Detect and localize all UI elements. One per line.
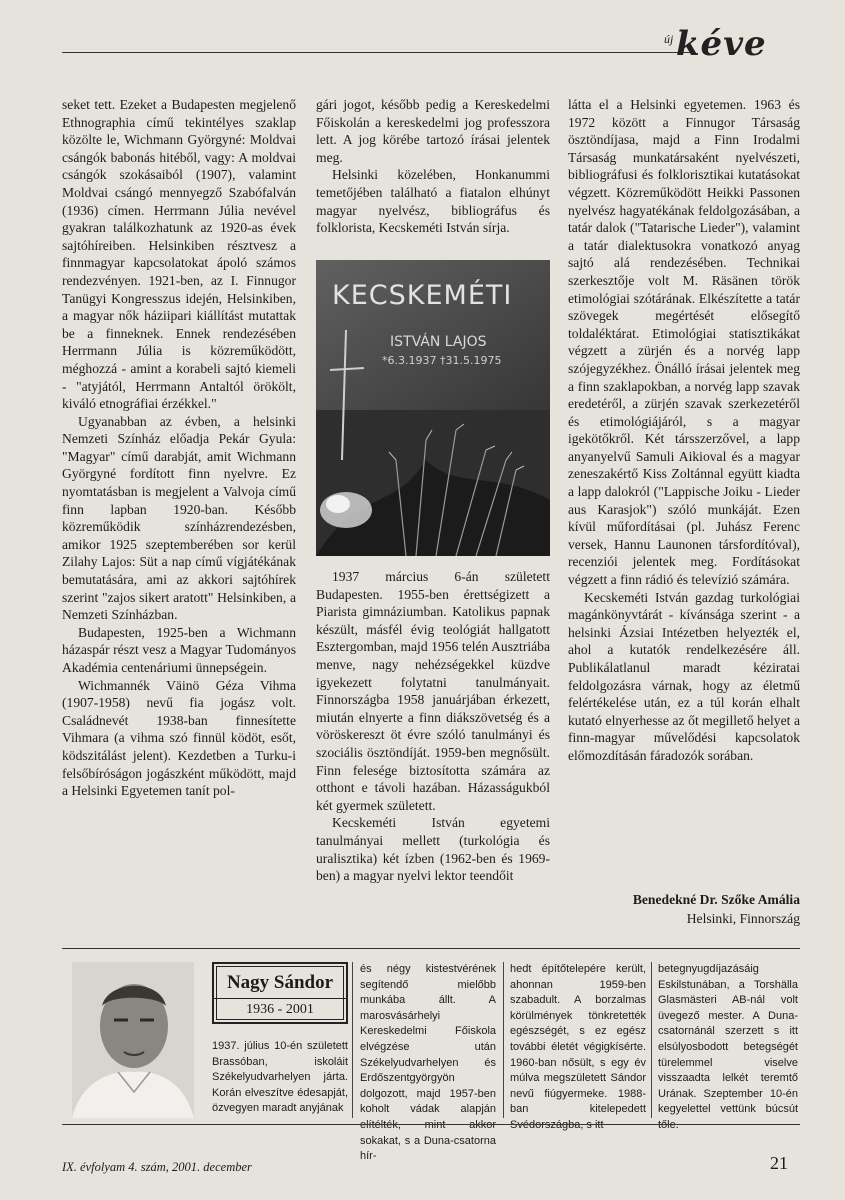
gravestone-photo [316,260,550,556]
obituary-text: hedt építőtelepére került, ahonnan 1959-ben szabadult. A borzalmas körülmények tönkretették egészségét, s ez egész további életét végigkísérte. 1960-ban nősült, s egy év múlva megszületett Sándor nevű fiúgyermeke. 1988-ban kitelepedett Svédországba, s itt [510,963,646,1131]
gravestone-surname: KECSKEMÉTI [332,280,513,311]
article-column-2 [316,96,550,237]
obituary-text: és négy kistestvérének segítendő mielőbb munkába állt. A marosvásárhelyi Kereskedelmi Főiskola elvégzése után Székelyudvarhelyen és Erdőszentgyörgyön dolgozott, majd 1957-ben koholt vádak alapján elítélték, mint akkor sokakat, s a Duna-csatorna hír- [360,963,496,1163]
article-column-1 [62,96,296,800]
paragraph: Budapesten, 1925-ben a Wichmann házaspár részt vesz a Magyar Tudományos Akadémia centenáriumi ünnepségein. [62,624,296,675]
obituary-bottom-rule [62,1124,800,1125]
obituary-text: 1937. július 10-én született Brassóban, iskoláit Székelyudvarhelyen járta. Korán elveszítve édesapját, özvegyen maradt anyjának [212,1040,348,1115]
obituary-years: 1936 - 2001 [214,998,346,1018]
column-divider [352,962,353,1118]
obituary-name-box [212,962,348,1024]
obituary-text: betegnyugdíjazásáig Eskilstunában, a Torshälla Glasmästeri AB-nál volt üvegező mester. A Duna-csatornánál szerzett s itt elsúlyosbodott betegségét türelemmel viselve visszaadta lelkét teremtő Urának. Szeptember 10-én kegyelettel vettünk búcsút tőle. [658,963,798,1131]
masthead-small: új [664,32,674,46]
obituary-name: Nagy Sándor [226,972,334,993]
paragraph: Ugyanabban az évben, a helsinki Nemzeti Színház előadja Pekár Gyula: "Magyar" című darabját, amit Wichmann Györgyné fordított finn nyelvre. Ez nyomtatásban is megjelent a Valvoja című finn lapban 1920-ban. Később közreműködik színházrendezésben, amikor 1925 szeptemberében sor kerül Zilahy Lajos: Süt a nap című vígjátékának bemutatására, ami az akkori sajtóhírek szerint "zajos sikert aratott" Helsinkiben, a Nemzeti Színházban. [62,413,296,623]
portrait-photo [72,962,194,1118]
paragraph: seket tett. Ezeket a Budapesten megjelenő Ethnographia című tekintélyes szaklap közölte le, Wichmann Györgyné: Moldvai csángók babonás hitéből, vagy: A moldvai csángók szokásaiból (1907), valamint Moldvai csángó mennyegző Szabófalván (1936) címen. Herrmann Júlia nevével gyakran találkozhatunk az 1920-as évek sajtóhíreiben. Helsinkiben résztvesz a finnmagyar kapcsolatokat ápoló számos rendezvényen. 1921-ben, az I. Finnugor Tanügyi Kongresszus idején, Helsinkiben, a magyar nők háziipari kiállítást mutattak be a finneknek. Ennek rendezésében Herrmann Júlia is közreműködött, méghozzá - amint a korabeli sajtó kiemeli - "atyjától, Herrmann Antaltól örökölt, kiváló etnográfiai érzékkel." [62,97,296,412]
author-signature [568,890,800,928]
page-number: 21 [770,1153,788,1173]
paragraph: Helsinki közelében, Honkanummi temetőjében található a fiatalon elhúnyt magyar nyelvész, bibliográfus és folklorista, Kecskeméti István sírja. [316,167,550,236]
obituary-column-2 [360,962,496,1165]
paragraph: látta el a Helsinki egyetemen. 1963 és 1972 között a Finnugor Társaság ösztöndíjasa, majd a Finn Irodalmi Társaság munkatársaként nyelvészeti, bibliográfusi és folklorisztikai kutatásokat végzett. Közreműködött Heikki Passonen nyelvész hagyatékának feldolgozásában, a tatár dalok ("Tatarische Lieder"), valamint a tatár dialektusokra vonatkozó anyag sajtó alá rendezésében. Technikai szerkesztője volt M. Räsänen török etimológiai szótárának. Elkészítette a tatár szövegek megértését elősegítő toldaléktárat. Etimológiai statisztikákat végzett a zürjén és a norvég lapp szójegyzékhez. Önálló írásai jelentek meg a finn szaklapokban, a norvég lapp szavak eredetéről, a zürjén szavak szerkezetéről és etimológiájáról, s a magyar igekötőkről. Két társszerzővel, a lapp anyanyelvű Samuli Aikioval és a magyar zeneszakértő Kiss Zoltánnal együtt kiadta a lapp dalokról ("Lappische Joiku - Lieder aus Karasjok") szóló munkáját. Ezen kívül műfordításai (pl. Juhász Ferenc versek, Hannu Launonen társfordítóval), recenziói jelentek meg. Fordításokat végzett a finn rádió és televízió számára. [568,97,800,588]
column-divider [651,962,652,1118]
gravestone-dates: *6.3.1937 †31.5.1975 [382,354,502,367]
obituary-column-3 [510,962,646,1134]
column-divider [503,962,504,1118]
gravestone-given-names: ISTVÁN LAJOS [390,334,487,350]
article-column-2-continued [316,568,550,885]
issue-info: IX. évfolyam 4. szám, 2001. december [62,1160,252,1174]
masthead-logo [664,24,794,72]
author-location: Helsinki, Finnország [686,911,800,926]
author-name: Benedekné Dr. Szőke Amália [632,892,800,907]
obituary-column-1 [212,1039,348,1117]
paragraph: Wichmannék Väinö Géza Vihma (1907-1958) nevű fia jogász volt. Családnevét 1938-ban finnesítette Vihmara (a vihma szó finnül ködöt, esőt, ködszitálást jelent). Kezdetben a Turku-i felsőbíróságon jogászként működött, majd a Helsinki Egyetemen tanít pol- [62,677,296,799]
paragraph: gári jogot, később pedig a Kereskedelmi Főiskolán a kereskedelmi jog professzora lett. A jog körébe tartozó írásai jelentek meg. [316,97,550,165]
paragraph: Kecskeméti István egyetemi tanulmányai mellett (turkológia és uralisztika) két ízben (1962-ben és 1969-ben) a magyar nyelvi lektor teendőit [316,815,550,884]
header-rule [62,52,692,53]
paragraph: Kecskeméti István gazdag turkológiai magánkönyvtárát - kívánsága szerint - a helsinki Ázsiai Intézetben helyezték el, ahol a kutatók rendelkezésére áll. Publikálatlanul maradt kéziratai feldolgozásra várnak, hogy az életmű felértékelése után, ez a túl korán elhalt kutató elnyerhesse az őt megillető helyet a finn-magyar művelődési kapcsolatok előmozdításán fáradozók sorában. [568,589,800,763]
article-column-3 [568,96,800,765]
obituary-column-4 [658,962,798,1134]
masthead-title: kéve [676,24,767,64]
paragraph: 1937 március 6-án született Budapesten. 1955-ben érettségizett a Piarista gimnáziumban. Katolikus papnak készült, másfél évig teológiát hallgatott Esztergomban, majd 1956 telén Ausztriába menve, nagy nehézségekkel küzdve igyekezett folytatni tanulmányait. Finnországba 1958 januárjában érkezett, miután elnyerte a finn diákszövetség és a vöröskereszt öt évre szóló tanulmányi és szociális ösztöndíját. 1959-ben megnősült. Finn felesége biztosította számára az otthont e távoli hazában. Házasságukból két gyermek született. [316,569,550,813]
obituary-top-rule [62,948,800,949]
